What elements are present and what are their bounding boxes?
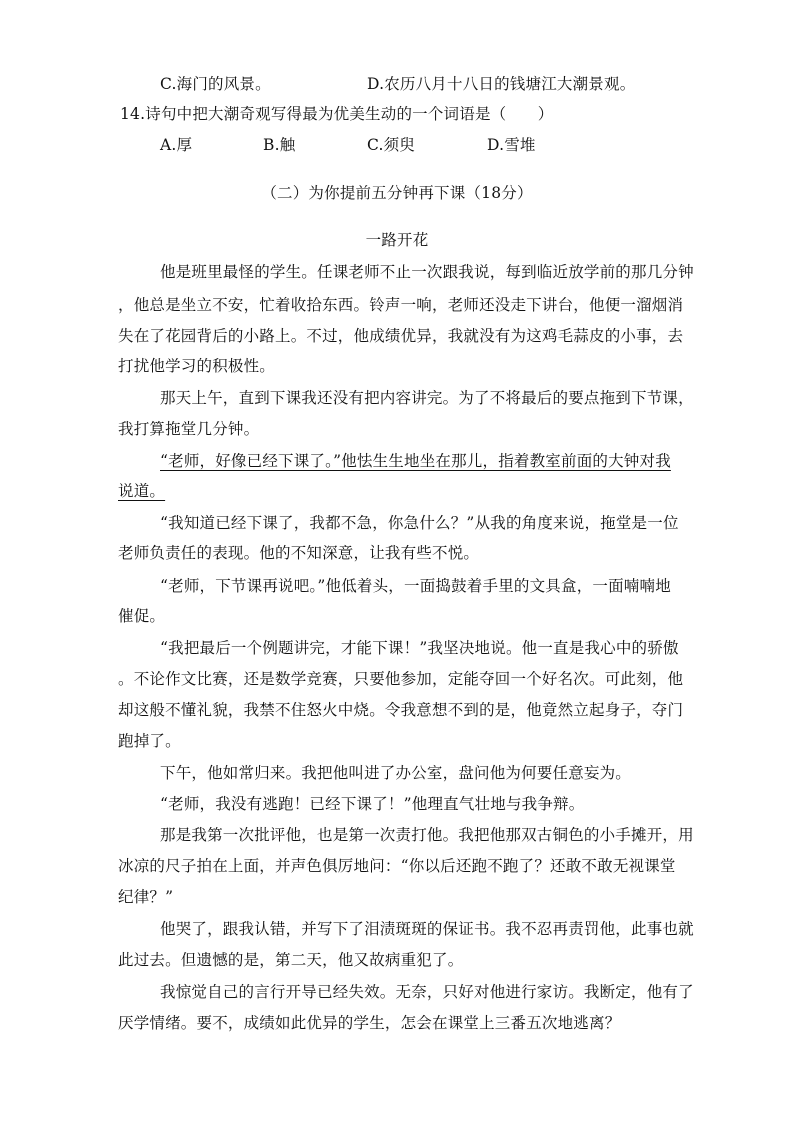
story-line: 跑掉了。 (118, 732, 181, 750)
story-line: “老师，我没有逃跑！已经下课了！”他理直气壮地与我争辩。 (160, 795, 585, 813)
story-line: 打扰他学习的积极性。 (118, 357, 276, 375)
section-heading: （二）为你提前五分钟再下课（18分） (261, 184, 533, 202)
story-line: 老师负责任的表现。他的不知深意，让我有些不悦。 (118, 544, 480, 562)
option-d-prev: D.农历八月十八日的钱塘江大潮景观。 (367, 75, 636, 93)
question-14: 14.诗句中把大潮奇观写得最为优美生动的一个词语是（ ） (120, 105, 554, 123)
story-line: 厌学情绪。要不，成绩如此优异的学生，怎会在课堂上三番五次地逃离？ (118, 1014, 621, 1032)
story-line: 下午，他如常归来。我把他叫进了办公室，盘问他为何要任意妄为。 (160, 764, 632, 782)
story-line: 。不论作文比赛，还是数学竞赛，只要他参加，定能夺回一个好名次。可此刻，他 (118, 670, 684, 688)
story-line: 此过去。但遗憾的是，第二天，他又故病重犯了。 (118, 951, 464, 969)
story-line: 那是我第一次批评他，也是第一次责打他。我把他那双古铜色的小手摊开，用 (160, 826, 694, 844)
story-line: “我知道已经下课了，我都不急，你急什么？”从我的角度来说，拖堂是一位 (160, 514, 679, 532)
q14-option-a: A.厚 (160, 136, 193, 154)
option-c-prev: C.海门的风景。 (160, 75, 271, 93)
story-line: 他是班里最怪的学生。任课老师不止一次跟我说，每到临近放学前的那几分钟 (160, 263, 694, 281)
underlined-sentence: “老师，好像已经下课了。”他怯生生地坐在那儿，指着教室前面的大钟对我 (160, 452, 671, 470)
story-line: 他哭了，跟我认错，并写下了泪渍斑斑的保证书。我不忍再责罚他，此事也就 (160, 920, 694, 938)
story-line: 那天上午，直到下课我还没有把内容讲完。为了不将最后的要点拖到下节课， (160, 389, 694, 407)
story-line: 我惊觉自己的言行开导已经失效。无奈，只好对他进行家访。我断定，他有了 (160, 983, 694, 1001)
story-line: “我把最后一个例题讲完，才能下课！”我坚决地说。他一直是我心中的骄傲 (160, 639, 679, 657)
story-line: 催促。 (118, 607, 166, 625)
story-line: 冰凉的尺子拍在上面，并声色俱厉地问：“你以后还跑不跑了？还敢不敢无视课堂 (118, 857, 676, 875)
story-line: 失在了花园背后的小路上。不过，他成绩优异，我就没有为这鸡毛蒜皮的小事，去 (118, 327, 684, 345)
story-title: 一路开花 (365, 231, 429, 249)
q14-option-d: D.雪堆 (487, 136, 536, 154)
story-line: 我打算拖堂几分钟。 (118, 420, 260, 438)
story-line: ，他总是坐立不安，忙着收拾东西。铃声一响，老师还没走下讲台，他便一溜烟消 (118, 296, 684, 314)
q14-option-c: C.须臾 (367, 136, 416, 154)
story-line: 却这般不懂礼貌，我禁不住怒火中烧。令我意想不到的是，他竟然立起身子，夺门 (118, 701, 684, 719)
underlined-sentence: 说道。 (118, 482, 166, 500)
q14-option-b: B.触 (263, 136, 296, 154)
story-line: “老师，下节课再说吧。”他低着头，一面捣鼓着手里的文具盒，一面喃喃地 (160, 577, 671, 595)
story-line: 纪律？” (118, 888, 174, 906)
